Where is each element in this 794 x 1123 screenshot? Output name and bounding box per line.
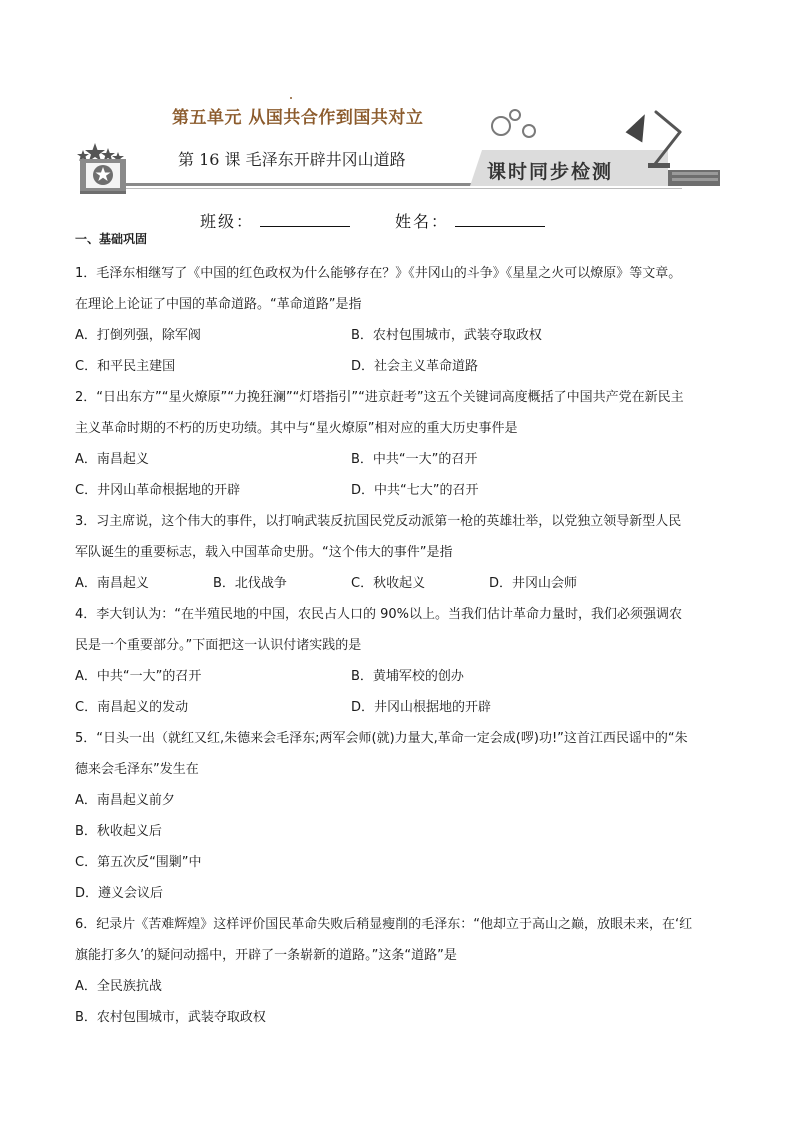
question-text-line: 旗能打多久’的疑问动摇中，开辟了一条崭新的道路。”这条“道路”是	[75, 948, 457, 963]
option-b[interactable]: B．农村包围城市，武装夺取政权	[75, 1010, 266, 1025]
option-b[interactable]: B．北伐战争	[213, 576, 287, 591]
option-d[interactable]: D．井冈山根据地的开辟	[351, 700, 492, 715]
option-b[interactable]: B．黄埔军校的创办	[351, 669, 464, 684]
question-2	[75, 382, 735, 506]
class-blank[interactable]	[260, 212, 350, 227]
question-text-line: 4．李大钊认为：“在半殖民地的中国，农民占人口的 90%以上。当我们估计革命力量时，我们必须强调农	[75, 607, 683, 622]
question-4	[75, 599, 735, 723]
star-badge-icon	[80, 159, 126, 191]
question-5	[75, 723, 735, 909]
question-text-line: 军队诞生的重要标志，载入中国革命史册。“这个伟大的事件”是指	[75, 545, 453, 560]
question-text-line: 民是一个重要部分。”下面把这一认识付诸实践的是	[75, 638, 362, 653]
option-a[interactable]: A．中共“一大”的召开	[75, 669, 202, 684]
name-blank[interactable]	[455, 212, 545, 227]
lesson-title: 第 16 课 毛泽东开辟井冈山道路	[178, 150, 406, 169]
question-text-line: 德来会毛泽东”发生在	[75, 762, 199, 777]
option-b[interactable]: B．中共“一大”的召开	[351, 452, 478, 467]
option-d[interactable]: D．遵义会议后	[75, 886, 164, 901]
option-c[interactable]: C．和平民主建国	[75, 359, 176, 374]
option-c[interactable]: C．秋收起义	[351, 576, 426, 591]
question-text-line: 主义革命时期的不朽的历史功绩。其中与“星火燎原”相对应的重大历史事件是	[75, 421, 518, 436]
question-list	[75, 258, 735, 1033]
question-text-line: 在理论上论证了中国的革命道路。“革命道路”是指	[75, 297, 362, 312]
name-label: 姓名：	[395, 212, 450, 231]
question-text-line: 1．毛泽东相继写了《中国的红色政权为什么能够存在？》《井冈山的斗争》《星星之火可以燎原》等文章。	[75, 266, 682, 281]
practice-badge: 课时同步检测	[487, 161, 614, 183]
option-d[interactable]: D．中共“七大”的召开	[351, 483, 479, 498]
question-1	[75, 258, 735, 382]
option-a[interactable]: A．南昌起义前夕	[75, 793, 175, 808]
option-c[interactable]: C．第五次反“围剿”中	[75, 855, 202, 870]
unit-title: 第五单元 从国共合作到国共对立	[172, 108, 424, 128]
question-text-line: 2．“日出东方”“星火燎原”“力挽狂澜”“灯塔指引”“进京赶考”这五个关键词高度概括了中国共产党在新民主	[75, 390, 684, 405]
option-b[interactable]: B．农村包围城市，武装夺取政权	[351, 328, 542, 343]
option-b[interactable]: B．秋收起义后	[75, 824, 162, 839]
question-text-line: 3．习主席说，这个伟大的事件，以打响武装反抗国民党反动派第一枪的英雄壮举，以党独立领导新型人民	[75, 514, 682, 529]
class-field[interactable]	[200, 209, 350, 232]
option-a[interactable]: A．打倒列强，除军阀	[75, 328, 201, 343]
question-6	[75, 909, 735, 1033]
question-text-line: 6．纪录片《苦难辉煌》这样评价国民革命失败后稍显瘦削的毛泽东：“他却立于高山之巅，放眼未来，在‘红	[75, 917, 693, 932]
header-banner	[0, 0, 794, 200]
option-d[interactable]: D．社会主义革命道路	[351, 359, 479, 374]
question-3	[75, 506, 735, 599]
class-label: 班级：	[200, 212, 255, 231]
bubbles-icon	[492, 110, 535, 137]
option-c[interactable]: C．井冈山革命根据地的开辟	[75, 483, 241, 498]
option-a[interactable]: A．南昌起义	[75, 452, 149, 467]
option-c[interactable]: C．南昌起义的发动	[75, 700, 189, 715]
option-a[interactable]: A．南昌起义	[75, 576, 149, 591]
question-text-line: 5．“日头一出（就红又红,朱德来会毛泽东;两军会师(就)力量大,革命一定会成(啰)功!”这首江西民谣中的“朱	[75, 731, 688, 746]
option-a[interactable]: A．全民族抗战	[75, 979, 162, 994]
section-heading: 一、基础巩固	[75, 232, 148, 246]
option-d[interactable]: D．井冈山会师	[489, 576, 578, 591]
name-field[interactable]	[395, 209, 545, 232]
